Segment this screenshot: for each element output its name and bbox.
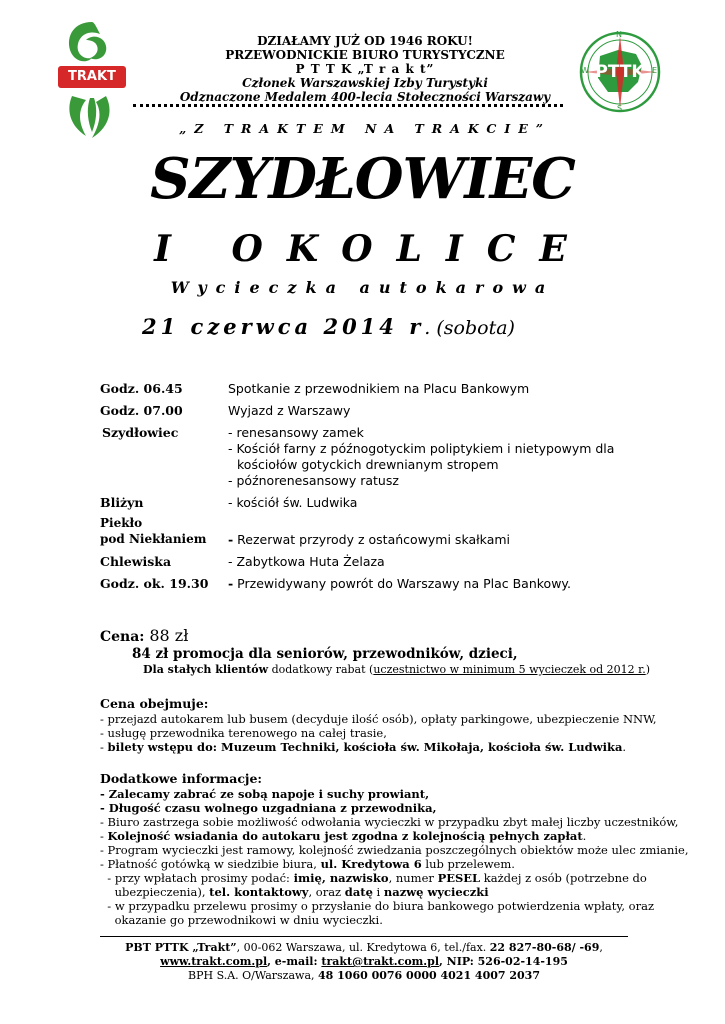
program-label-7: Godz. ok. 19.30 [100, 576, 209, 591]
footer-company: PBT PTTK „Trakt” [125, 941, 237, 954]
info-line-8-c: , oraz [308, 885, 345, 899]
page-title: SZYDŁOWIEC [150, 146, 575, 212]
price-label: Cena: [100, 629, 150, 645]
footer-email-link[interactable]: trakt@trakt.com.pl [321, 955, 440, 968]
footer-email-label: , e-mail: [267, 955, 322, 968]
program-value-1: Spotkanie z przewodnikiem na Placu Bankowym [228, 381, 530, 396]
info-line-3: - Biuro zastrzega sobie możliwość odwołania wycieczki w przypadku zbyt małej liczby uczestników, [100, 815, 679, 829]
includes-item-3 [100, 740, 626, 754]
footer-bank-account: 48 1060 0076 0000 4021 4007 2037 [318, 969, 540, 982]
info-line-4 [100, 829, 586, 843]
trip-date-day: . (sobota) [424, 317, 515, 339]
price-amount: 88 zł [149, 626, 189, 645]
footer-phone: 22 827-80-68/ -69 [489, 941, 600, 954]
header-line-5: Odznaczone Medalem 400-lecia Stołeczności Warszawy [179, 90, 551, 104]
info-line-7-b: imię, nazwisko [293, 871, 389, 885]
price-regular-underline: uczestnictwo w minimum 5 wycieczek od 2012 r. [373, 663, 646, 676]
info-line-8-b: tel. kontaktowy [209, 885, 309, 899]
price-promo: 84 zł promocja dla seniorów, przewodników, dzieci, [132, 646, 518, 662]
info-line-7-e: każdej z osób (potrzebne do [480, 871, 647, 885]
info-line-6 [100, 857, 515, 871]
info-line-10: okazanie go przewodnikowi w dniu wycieczki. [100, 913, 383, 927]
compass-s: S [617, 104, 623, 113]
program-value-3b: - Kościół farny z późnogotyckim poliptykiem i nietypowym dla [228, 441, 615, 456]
info-line-7 [100, 871, 647, 885]
program-label-4: Bliżyn [100, 495, 144, 510]
program-value-7 [228, 576, 648, 591]
trip-kind: Wycieczka autokarowa [170, 278, 555, 297]
info-line-8-d: datę [344, 885, 373, 899]
price-regular-text: dodatkowy rabat ( [268, 663, 374, 676]
header-line-1: DZIAŁAMY JUŻ OD 1946 ROKU! [257, 34, 473, 48]
trakt-logo-text: TRAKT [68, 69, 116, 84]
footer-address: , 00-062 Warszawa, ul. Kredytowa 6, tel./fax. [236, 941, 490, 954]
program-value-3d: - późnorenesansowy ratusz [228, 473, 399, 488]
page-subtitle: I OKOLICE [154, 228, 591, 270]
info-line-2: - Długość czasu wolnego uzgadniana z przewodnika, [100, 801, 437, 815]
info-line-6-c: lub przelewem. [421, 857, 515, 871]
info-line-7-c: , numer [388, 871, 438, 885]
program-label-1: Godz. 06.45 [100, 381, 183, 396]
program-label-3: Szydłowiec [102, 425, 179, 440]
compass-n: N [616, 30, 622, 39]
footer-line-1-end: , [599, 941, 603, 954]
info-line-4-bold: Kolejność wsiadania do autokaru jest zgodna z kolejnością pełnych zapłat [107, 829, 583, 843]
footer-line-3 [100, 969, 628, 983]
info-heading: Dodatkowe informacje: [100, 771, 263, 786]
info-line-7-a: - przy wpłatach prosimy podać: [100, 871, 294, 885]
compass-e: E [652, 66, 658, 75]
includes-tickets-end: . [622, 740, 627, 754]
pttk-logo [578, 30, 662, 114]
program-dash-7: - [228, 576, 234, 591]
program-dash-5: - [228, 532, 234, 547]
program-label-5a: Piekło [100, 516, 143, 530]
program-value-3a: - renesansowy zamek [228, 425, 364, 440]
includes-heading: Cena obejmuje: [100, 696, 209, 711]
trakt-logo [56, 14, 128, 146]
info-line-4-prefix: - [100, 829, 108, 843]
program-value-3c: kościołów gotyckich drewnianym stropem [237, 457, 499, 472]
header-line-4: Członek Warszawskiej Izby Turystyki [242, 76, 488, 90]
footer-nip: , NIP: 526-02-14-195 [439, 955, 568, 968]
program-label-2: Godz. 07.00 [100, 403, 183, 418]
info-line-1: - Zalecamy zabrać ze sobą napoje i suchy prowiant, [100, 787, 430, 801]
compass-w: W [581, 66, 589, 75]
header-line-3: P T T K „T r a k t” [295, 62, 435, 76]
info-line-7-d: PESEL [437, 871, 481, 885]
program-text-7: Przewidywany powrót do Warszawy na Plac Bankowy. [233, 576, 572, 591]
includes-tickets: bilety wstępu do: Muzeum Techniki, kościoła św. Mikołaja, kościoła św. Ludwika [107, 740, 623, 754]
footer-www-link[interactable]: www.trakt.com.pl [160, 955, 268, 968]
pttk-logo-text: PTTK [595, 62, 645, 82]
includes-item-2: - usługę przewodnika terenowego na całej trasie, [100, 726, 387, 740]
motto: „Z TRAKTEM NA TRAKCIE” [179, 121, 551, 136]
info-line-8-f: nazwę wycieczki [383, 885, 489, 899]
program-value-5 [228, 532, 648, 547]
info-line-6-a: - Płatność gotówką w siedzibie biura, [100, 857, 321, 871]
price-regular-end: ) [645, 663, 651, 676]
info-line-8-e: i [372, 885, 384, 899]
footer-line-1 [100, 941, 628, 955]
footer-divider [100, 936, 628, 937]
info-line-4-end: . [582, 829, 587, 843]
includes-tickets-prefix: - [100, 740, 108, 754]
program-label-5b: pod Niekłaniem [100, 532, 207, 546]
price-regular-bold: Dla stałych klientów [143, 663, 269, 676]
program-value-2: Wyjazd z Warszawy [228, 403, 351, 418]
footer-line-2 [100, 955, 628, 969]
trip-date [142, 314, 515, 339]
dotted-divider [133, 104, 563, 107]
trip-date-main: 21 czerwca 2014 r [142, 314, 425, 339]
info-line-9: - w przypadku przelewu prosimy o przysłanie do biura bankowego potwierdzenia wpłaty, oraz [100, 899, 655, 913]
footer-bank: BPH S.A. O/Warszawa, [188, 969, 319, 982]
info-line-8 [100, 885, 489, 899]
includes-item-1: - przejazd autokarem lub busem (decyduje ilość osób), opłaty parkingowe, ubezpieczenie NNW, [100, 712, 657, 726]
program-value-6: - Zabytkowa Huta Żelaza [228, 554, 385, 569]
program-label-6: Chlewiska [100, 554, 172, 569]
header-line-2: PRZEWODNICKIE BIURO TURYSTYCZNE [225, 48, 505, 62]
price [100, 626, 188, 645]
info-line-5: - Program wycieczki jest ramowy, kolejność zwiedzania poszczególnych obiektów może ulec zmianie, [100, 843, 689, 857]
price-regular [143, 663, 650, 677]
program-value-4: - kościół św. Ludwika [228, 495, 358, 510]
info-line-8-a: ubezpieczenia), [100, 885, 210, 899]
program-text-5: Rezerwat przyrody z ostańcowymi skałkami [233, 532, 511, 547]
info-line-6-b: ul. Kredytowa 6 [320, 857, 422, 871]
